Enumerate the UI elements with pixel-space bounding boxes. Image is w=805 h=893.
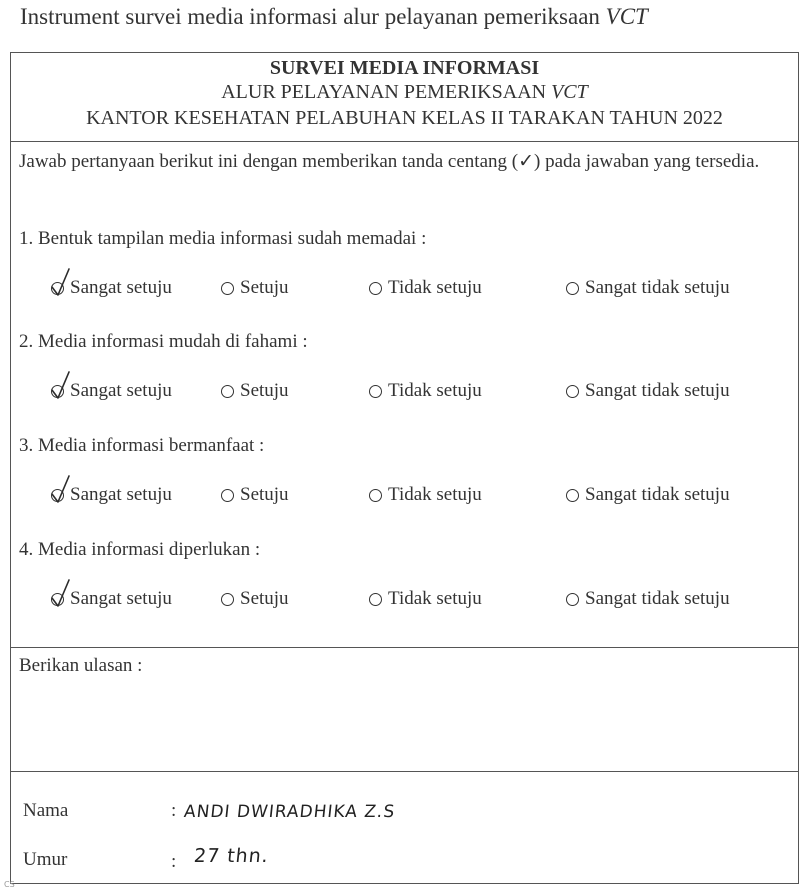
review-divider xyxy=(11,647,798,648)
radio-option[interactable] xyxy=(369,277,482,299)
checkmark-icon xyxy=(50,267,72,299)
radio-circle-icon[interactable] xyxy=(221,593,234,606)
instruction-text: Jawab pertanyaan berikut ini dengan memberikan tanda centang (✓) pada jawaban yang tersedia. xyxy=(19,151,760,172)
radio-circle-icon[interactable] xyxy=(369,593,382,606)
option-label: Tidak setuju xyxy=(388,484,482,505)
option-label: Sangat tidak setuju xyxy=(585,484,730,505)
radio-option[interactable] xyxy=(369,380,482,402)
radio-circle-icon[interactable] xyxy=(566,385,579,398)
radio-circle-icon[interactable] xyxy=(221,489,234,502)
radio-circle-icon[interactable] xyxy=(51,489,64,502)
radio-circle-icon[interactable] xyxy=(566,489,579,502)
age-label: Umur xyxy=(23,849,68,870)
option-label: Setuju xyxy=(240,484,289,505)
option-label: Sangat tidak setuju xyxy=(585,588,730,609)
radio-circle-icon[interactable] xyxy=(566,593,579,606)
radio-option[interactable] xyxy=(51,380,172,402)
radio-option[interactable] xyxy=(369,484,482,506)
question-text: 4. Media informasi diperlukan : xyxy=(19,539,261,560)
option-label: Sangat tidak setuju xyxy=(585,380,730,401)
option-label: Setuju xyxy=(240,588,289,609)
form-title: SURVEI MEDIA INFORMASI xyxy=(269,57,540,79)
option-row xyxy=(11,484,798,514)
identity-divider xyxy=(11,771,798,772)
option-label: Tidak setuju xyxy=(388,380,482,401)
radio-circle-icon[interactable] xyxy=(221,385,234,398)
radio-circle-icon[interactable] xyxy=(566,282,579,295)
question-text: 1. Bentuk tampilan media informasi sudah memadai : xyxy=(19,228,427,249)
radio-option[interactable] xyxy=(221,484,289,506)
option-label: Sangat setuju xyxy=(70,380,172,401)
radio-circle-icon[interactable] xyxy=(51,385,64,398)
radio-option[interactable] xyxy=(51,277,172,299)
option-row xyxy=(11,588,798,618)
name-colon: : xyxy=(171,800,177,821)
radio-option[interactable] xyxy=(221,380,289,402)
form-subtitle: ALUR PELAYANAN PEMERIKSAAN VCT xyxy=(221,81,588,103)
age-value[interactable]: 27 thn. xyxy=(192,845,270,867)
header-divider xyxy=(11,141,798,142)
radio-option[interactable] xyxy=(566,484,730,506)
caption-text: Instrument survei media informasi alur pelayanan pemeriksaan xyxy=(20,4,600,29)
name-value[interactable]: ANDI DWIRADHIKA Z.S xyxy=(182,802,397,822)
radio-circle-icon[interactable] xyxy=(369,282,382,295)
caption-emphasis: VCT xyxy=(605,4,648,29)
option-label: Tidak setuju xyxy=(388,277,482,298)
option-label: Setuju xyxy=(240,380,289,401)
document-caption xyxy=(20,4,648,30)
checkmark-icon xyxy=(50,474,72,506)
age-colon: : xyxy=(171,851,177,872)
option-row xyxy=(11,380,798,410)
survey-form xyxy=(10,52,799,884)
option-label: Sangat setuju xyxy=(70,277,172,298)
radio-option[interactable] xyxy=(51,484,172,506)
radio-circle-icon[interactable] xyxy=(51,282,64,295)
option-row xyxy=(11,277,798,307)
checkmark-icon xyxy=(50,578,72,610)
radio-option[interactable] xyxy=(221,277,289,299)
name-label: Nama xyxy=(23,800,69,821)
question-text: 3. Media informasi bermanfaat : xyxy=(19,435,265,456)
radio-circle-icon[interactable] xyxy=(51,593,64,606)
option-label: Setuju xyxy=(240,277,289,298)
option-label: Sangat setuju xyxy=(70,588,172,609)
option-label: Sangat tidak setuju xyxy=(585,277,730,298)
radio-option[interactable] xyxy=(221,588,289,610)
radio-option[interactable] xyxy=(566,277,730,299)
scanner-stamp: CS xyxy=(4,880,15,889)
radio-option[interactable] xyxy=(369,588,482,610)
radio-option[interactable] xyxy=(566,588,730,610)
form-office: KANTOR KESEHATAN PELABUHAN KELAS II TARAKAN TAHUN 2022 xyxy=(86,107,723,129)
radio-circle-icon[interactable] xyxy=(369,489,382,502)
option-label: Sangat setuju xyxy=(70,484,172,505)
checkmark-icon xyxy=(50,370,72,402)
question-text: 2. Media informasi mudah di fahami : xyxy=(19,331,308,352)
review-label: Berikan ulasan : xyxy=(19,655,143,676)
radio-circle-icon[interactable] xyxy=(369,385,382,398)
radio-option[interactable] xyxy=(51,588,172,610)
option-label: Tidak setuju xyxy=(388,588,482,609)
radio-circle-icon[interactable] xyxy=(221,282,234,295)
radio-option[interactable] xyxy=(566,380,730,402)
